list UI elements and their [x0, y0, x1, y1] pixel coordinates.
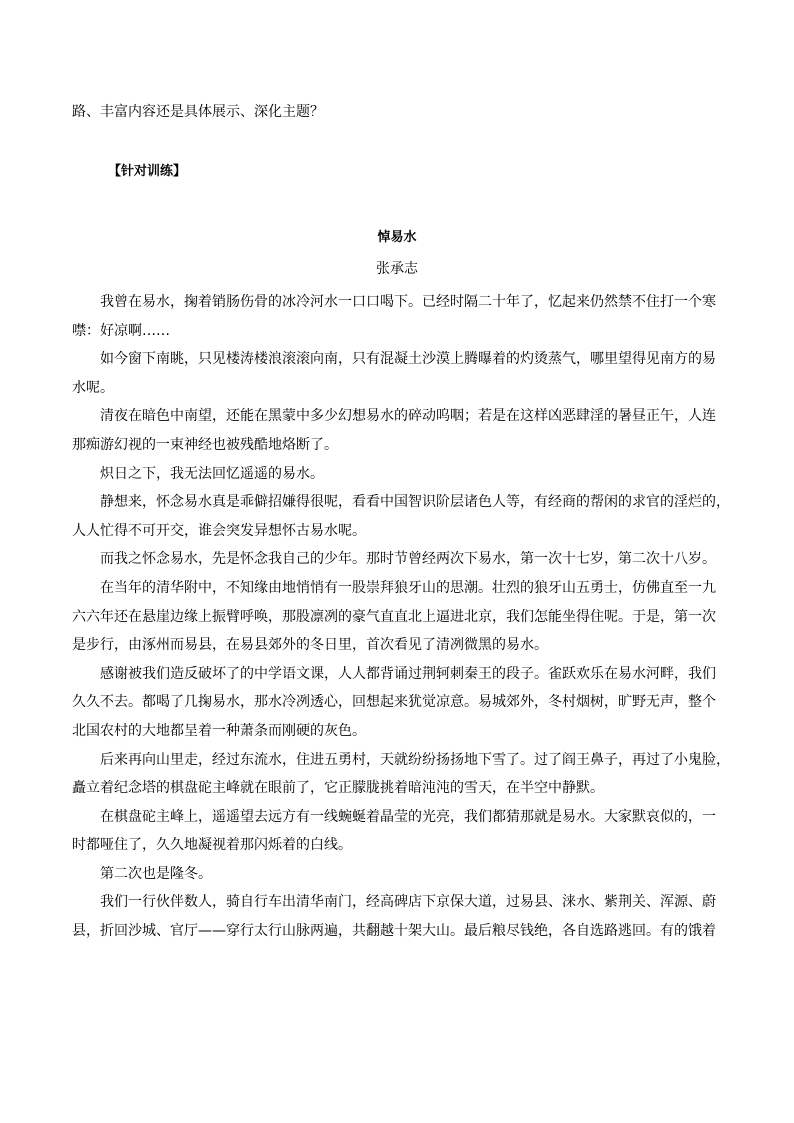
article-paragraph: [72, 803, 722, 860]
paragraph-line: 时都哑住了，久久地凝视着那闪烁着的白线。: [72, 837, 352, 854]
paragraph-line: 六六年还在悬崖边缘上振臂呼唤，那股凛冽的豪气直直北上逼进北京，我们怎能坐得住呢。于是，第一次: [72, 608, 716, 625]
paragraph-line: 县，折回沙城、官厅——穿行太行山脉两遍，共翻越十架大山。最后粮尽钱绝，各自选路逃回。有的饿着: [72, 923, 716, 940]
section-heading: 【针对训练】: [108, 164, 187, 179]
article-paragraph: [72, 402, 722, 459]
paragraph-line: 北国农村的大地都呈着一种萧条而刚硬的灰色。: [72, 722, 366, 739]
paragraph-line: 清夜在暗色中南望，还能在黑蒙中多少幻想易水的碎动呜咽；若是在这样凶恶肆淫的暑昼正午，人连: [100, 408, 716, 425]
paragraph-line: 后来再向山里走，经过东流水，住进五勇村，天就纷纷扬扬地下雪了。过了阎王鼻子，再过了小鬼脸，: [100, 751, 730, 768]
paragraph-line: 在棋盘砣主峰上，遥遥望去远方有一线蜿蜒着晶莹的光亮，我们都猜那就是易水。大家默哀似的，一: [100, 808, 716, 825]
article-author: 张承志: [376, 261, 418, 277]
paragraph-line: 噤：好凉啊……: [72, 322, 170, 339]
paragraph-line: 是步行，由涿州而易县，在易县郊外的冬日里，首次看见了清冽微黑的易水。: [72, 637, 548, 654]
article-paragraph: [72, 488, 730, 545]
paragraph-line: 第二次也是隆冬。: [100, 865, 212, 882]
article-body: [72, 288, 730, 946]
paragraph-line: 在当年的清华附中，不知缘由地悄悄有一股崇拜狼牙山的思潮。壮烈的狼牙山五勇士，仿佛直至一九: [100, 579, 716, 596]
question-tail-text: 路、丰富内容还是具体展示、深化主题？: [72, 104, 324, 120]
paragraph-line: 如今窗下南眺，只见楼涛楼浪滚滚向南，只有混凝土沙漠上腾曝着的灼烫蒸气，哪里望得见南方的易: [100, 351, 716, 368]
paragraph-line: 人人忙得不可开交，谁会突发异想怀古易水呢。: [72, 522, 366, 539]
paragraph-line: 矗立着纪念塔的棋盘砣主峰就在眼前了，它正朦胧挑着暗沌沌的雪天，在半空中静默。: [72, 780, 604, 797]
paragraph-line: 我们一行伙伴数人，骑自行车出清华南门，经高碑店下京保大道，过易县、涞水、紫荆关、浑源、蔚: [100, 894, 716, 911]
article-paragraph: [72, 288, 722, 345]
paragraph-line: 水呢。: [72, 379, 114, 396]
paragraph-line: 而我之怀念易水，先是怀念我自己的少年。那时节曾经两次下易水，第一次十七岁，第二次十八岁。: [100, 551, 716, 568]
article-paragraph: [72, 660, 722, 746]
paragraph-line: 炽日之下，我无法回忆遥遥的易水。: [100, 465, 324, 482]
article-paragraph: [72, 574, 722, 660]
article-paragraph: [72, 545, 722, 574]
article-paragraph: [72, 888, 722, 945]
paragraph-line: 我曾在易水，掬着销肠伤骨的冰冷河水一口口喝下。已经时隔二十年了，忆起来仍然禁不住打一个寒: [100, 294, 716, 310]
paragraph-line: 久久不去。都喝了几掬易水，那水冷冽透心，回想起来犹觉凉意。易城郊外，冬村烟树，旷野无声，整个: [72, 694, 716, 711]
article-paragraph: [72, 345, 722, 402]
article-paragraph: [72, 860, 722, 889]
article-paragraph: [72, 746, 730, 803]
article-paragraph: [72, 460, 722, 489]
paragraph-line: 静想来，怀念易水真是乖僻招嫌得很呢，看看中国智识阶层诸色人等，有经商的帮闲的求官的淫烂的，: [100, 494, 730, 511]
paragraph-line: 那痴游幻视的一束神经也被残酷地烙断了。: [72, 436, 338, 453]
paragraph-line: 感谢被我们造反破坏了的中学语文课，人人都背诵过荆轲刺秦王的段子。雀跃欢乐在易水河畔，我们: [100, 665, 716, 682]
article-title: 悼易水: [377, 230, 417, 245]
